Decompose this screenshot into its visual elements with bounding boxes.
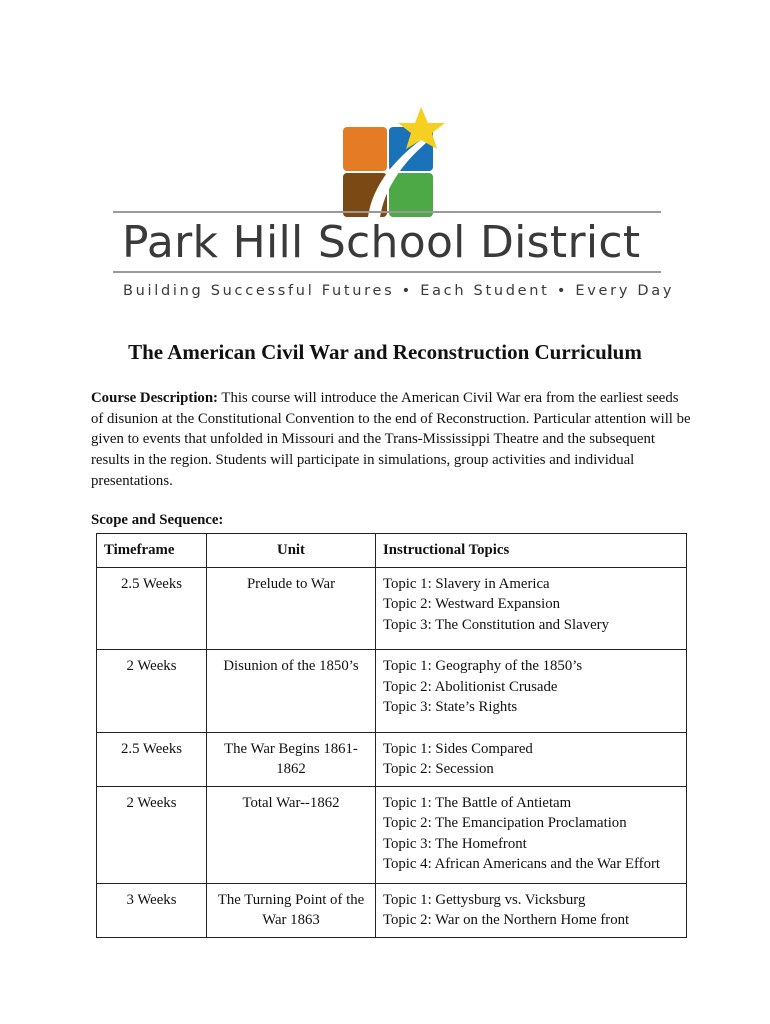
- header-topics: Instructional Topics: [376, 534, 687, 568]
- topics-cell: [376, 883, 687, 937]
- topic-item: Topic 2: War on the Northern Home front: [383, 912, 630, 928]
- table-row: [97, 732, 687, 786]
- topic-item: Topic 2: The Emancipation Proclamation: [383, 815, 627, 831]
- table-row: [97, 650, 687, 733]
- topic-item: Topic 3: The Homefront: [383, 835, 527, 852]
- logo-bottom-rule: [113, 271, 661, 273]
- unit-cell: Disunion of the 1850’s: [207, 650, 376, 733]
- topic-item: Topic 2: Westward Expansion: [383, 596, 561, 612]
- document-title: The American Civil War and Reconstruction Curriculum: [128, 340, 642, 364]
- table-row: [97, 567, 687, 650]
- table-row: [97, 883, 687, 937]
- course-description-text: This course will introduce the American Civil War era from the earliest seeds of disunion at the Constitutional Convention to the end of Reconstruction. Particular attention will be given to events that unfolded in Missouri and the Trans-Mississippi Theatre and the subsequent results in the region. Students will participate in simulations, group activities and individual presentations.: [91, 390, 691, 489]
- topic-item: Topic 2: Secession: [383, 761, 494, 777]
- timeframe-cell: 2.5 Weeks: [97, 732, 207, 786]
- topic-item: Topic 1: Sides Compared: [383, 740, 533, 757]
- unit-cell: The Turning Point of the War 1863: [207, 883, 376, 937]
- logo-mark-icon: [110, 103, 662, 223]
- timeframe-cell: 2 Weeks: [97, 786, 207, 883]
- topics-cell: [376, 650, 687, 733]
- topic-item: Topic 1: The Battle of Antietam: [383, 794, 572, 811]
- header-timeframe: Timeframe: [97, 534, 207, 568]
- topics-cell: [376, 732, 687, 786]
- timeframe-cell: 3 Weeks: [97, 883, 207, 937]
- unit-cell: The War Begins 1861-1862: [207, 732, 376, 786]
- course-description-label: Course Description:: [91, 390, 218, 406]
- topic-item: Topic 3: State’s Rights: [383, 699, 518, 715]
- table-header-row: [97, 534, 687, 568]
- topic-item: Topic 4: African Americans and the War Effort: [383, 856, 661, 872]
- topic-item: Topic 1: Gettysburg vs. Vicksburg: [383, 891, 586, 908]
- district-tagline: Building Successful Futures • Each Student • Every Day: [123, 283, 675, 299]
- district-name: Park Hill School District: [122, 217, 641, 268]
- header-unit: Unit: [207, 534, 376, 568]
- district-logo: [110, 103, 675, 303]
- timeframe-cell: 2 Weeks: [97, 650, 207, 733]
- topic-item: Topic 2: Abolitionist Crusade: [383, 678, 558, 695]
- topic-item: Topic 1: Geography of the 1850’s: [383, 658, 583, 674]
- topic-item: Topic 3: The Constitution and Slavery: [383, 616, 609, 633]
- table-row: [97, 786, 687, 883]
- topic-item: Topic 1: Slavery in America: [383, 575, 550, 592]
- topics-cell: [376, 786, 687, 883]
- scope-and-sequence-label: Scope and Sequence:: [91, 512, 224, 528]
- course-description: [91, 388, 691, 492]
- topics-cell: [376, 567, 687, 650]
- logo-top-rule: [113, 211, 661, 213]
- unit-cell: Prelude to War: [207, 567, 376, 650]
- scope-sequence-table: [96, 533, 687, 938]
- timeframe-cell: 2.5 Weeks: [97, 567, 207, 650]
- unit-cell: Total War--1862: [207, 786, 376, 883]
